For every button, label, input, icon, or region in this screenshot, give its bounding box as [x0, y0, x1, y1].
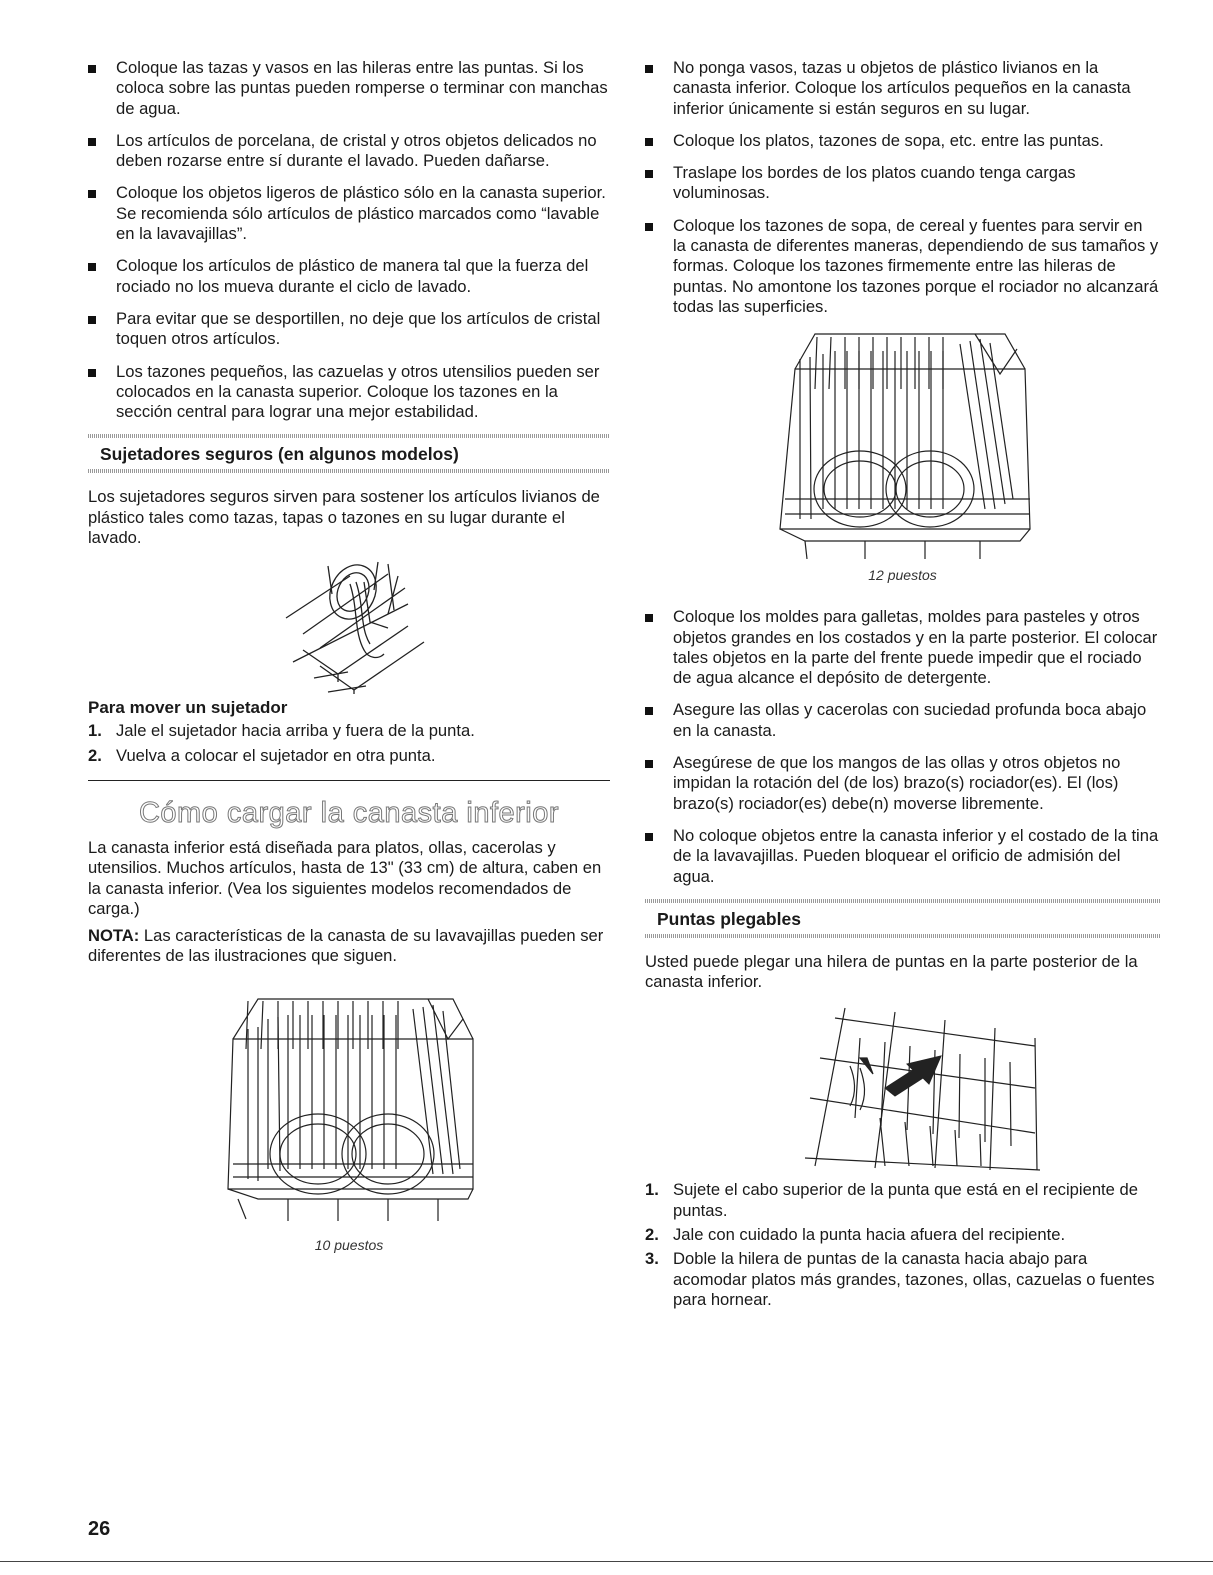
list-item: Asegúrese de que los mangos de las ollas y otros objetos no impidan la rotación del (de los) brazo(s) rociador(es). El (los) brazo(s) rociador(es) debe(n) moverse libremente.: [645, 753, 1160, 814]
step-number: 1.: [645, 1180, 659, 1200]
move-holder-steps: [88, 721, 610, 766]
twelve-place-setting-illustration: [645, 329, 1160, 559]
list-item: Coloque los objetos ligeros de plástico sólo en la canasta superior. Se recomienda sólo artículos de plástico marcados como “lavable en la lavavajillas”.: [88, 183, 610, 244]
list-item: Para evitar que se desportillen, no deje que los artículos de cristal toquen otros artículos.: [88, 309, 610, 350]
list-item: Coloque los platos, tazones de sopa, etc. entre las puntas.: [645, 131, 1160, 151]
list-item: Coloque los moldes para galletas, moldes para pasteles y otros objetos grandes en los costados y en la parte posterior. El colocar tales objetos en la parte del frente puede impedir que el rociado de agua alcance el depósito de detergente.: [645, 607, 1160, 688]
note-paragraph: [88, 926, 610, 967]
list-item: [88, 746, 610, 766]
list-item: Los tazones pequeños, las cazuelas y otros utensilios pueden ser colocados en la canasta superior. Coloque los tazones en la sección central para lograr una mejor estabilidad.: [88, 362, 610, 423]
twelve-place-caption: 12 puestos: [868, 567, 937, 584]
lower-rack-title: Cómo cargar la canasta inferior: [138, 796, 560, 829]
folding-tines-body: Usted puede plegar una hilera de puntas en la parte posterior de la canasta inferior.: [645, 951, 1138, 992]
lower-rack-intro: La canasta inferior está diseñada para platos, ollas, cacerolas y utensilios. Muchos artículos, hasta de 13" (33 cm) de altura, caben en la canasta inferior. (Vea los siguientes modelos recomendados de carga.): [88, 837, 602, 918]
list-item: No coloque objetos entre la canasta inferior y el costado de la tina de la lavavajillas. Pueden bloquear el orificio de admisión del agua.: [645, 826, 1160, 887]
list-item: Los artículos de porcelana, de cristal y otros objetos delicados no deben rozarse entre sí durante el lavado. Pueden dañarse.: [88, 131, 610, 172]
ten-place-setting-illustration: [88, 989, 610, 1229]
note-text: Las características de la canasta de su lavavajillas pueden ser diferentes de las ilustraciones que siguen.: [88, 926, 604, 966]
list-item: Coloque las tazas y vasos en las hileras entre las puntas. Si los coloca sobre las puntas pueden romperse o terminar con manchas de agua.: [88, 58, 610, 119]
list-item: [88, 721, 610, 741]
list-item: [645, 1225, 1160, 1245]
folding-tines-illustration: [645, 998, 1160, 1178]
step-number: 3.: [645, 1249, 659, 1269]
ten-place-caption: 10 puestos: [314, 1236, 384, 1253]
folding-tines-section-header: [645, 899, 1160, 938]
list-item: [645, 1180, 1160, 1221]
list-item: [645, 1249, 1160, 1310]
right-bullet-list-bottom: [645, 607, 1160, 887]
step-number: 2.: [645, 1225, 659, 1245]
list-item: No ponga vasos, tazas u objetos de plástico livianos en la canasta inferior. Coloque los artículos pequeños en la canasta inferior únicamente si están seguros en su lugar.: [645, 58, 1160, 119]
section-divider: [88, 780, 610, 781]
move-holder-heading: Para mover un sujetador: [88, 698, 288, 718]
step-text: Vuelva a colocar el sujetador en otra punta.: [116, 745, 436, 765]
note-label: NOTA:: [88, 926, 140, 946]
folding-tines-heading: Puntas plegables: [657, 908, 801, 929]
secure-holder-illustration: [88, 554, 610, 694]
right-column: [645, 58, 1160, 1314]
step-text: Jale con cuidado la punta hacia afuera del recipiente.: [673, 1225, 1066, 1245]
list-item: Coloque los artículos de plástico de manera tal que la fuerza del rociado no los mueva durante el ciclo de lavado.: [88, 256, 610, 297]
step-number: 2.: [88, 745, 102, 765]
secure-holders-heading: Sujetadores seguros (en algunos modelos): [100, 444, 459, 465]
bottom-rule: [0, 1561, 1213, 1562]
list-item: Asegure las ollas y cacerolas con suciedad profunda boca abajo en la canasta.: [645, 700, 1160, 741]
secure-holders-body: Los sujetadores seguros sirven para sostener los artículos livianos de plástico tales como tazas, tapas o tazones en su lugar durante el lavado.: [88, 487, 600, 548]
step-text: Doble la hilera de puntas de la canasta hacia abajo para acomodar platos más grandes, tazones, ollas, cazuelas o fuentes para hornear.: [673, 1249, 1155, 1309]
list-item: Traslape los bordes de los platos cuando tenga cargas voluminosas.: [645, 163, 1160, 204]
folding-tines-steps: [645, 1180, 1160, 1310]
right-bullet-list-top: [645, 58, 1160, 317]
step-text: Jale el sujetador hacia arriba y fuera de la punta.: [116, 721, 475, 741]
left-bullet-list: [88, 58, 610, 422]
page-number: 26: [88, 1518, 111, 1540]
step-text: Sujete el cabo superior de la punta que está en el recipiente de puntas.: [673, 1180, 1138, 1220]
left-column: [88, 58, 610, 1253]
step-number: 1.: [88, 721, 102, 741]
secure-holders-section-header: [88, 434, 610, 473]
list-item: Coloque los tazones de sopa, de cereal y fuentes para servir en la canasta de diferentes maneras, dependiendo de sus tamaños y formas. Coloque los tazones firmemente entre las hileras de puntas. No amontone los tazones porque el rociador no alcanzará todas las superficies.: [645, 216, 1160, 317]
